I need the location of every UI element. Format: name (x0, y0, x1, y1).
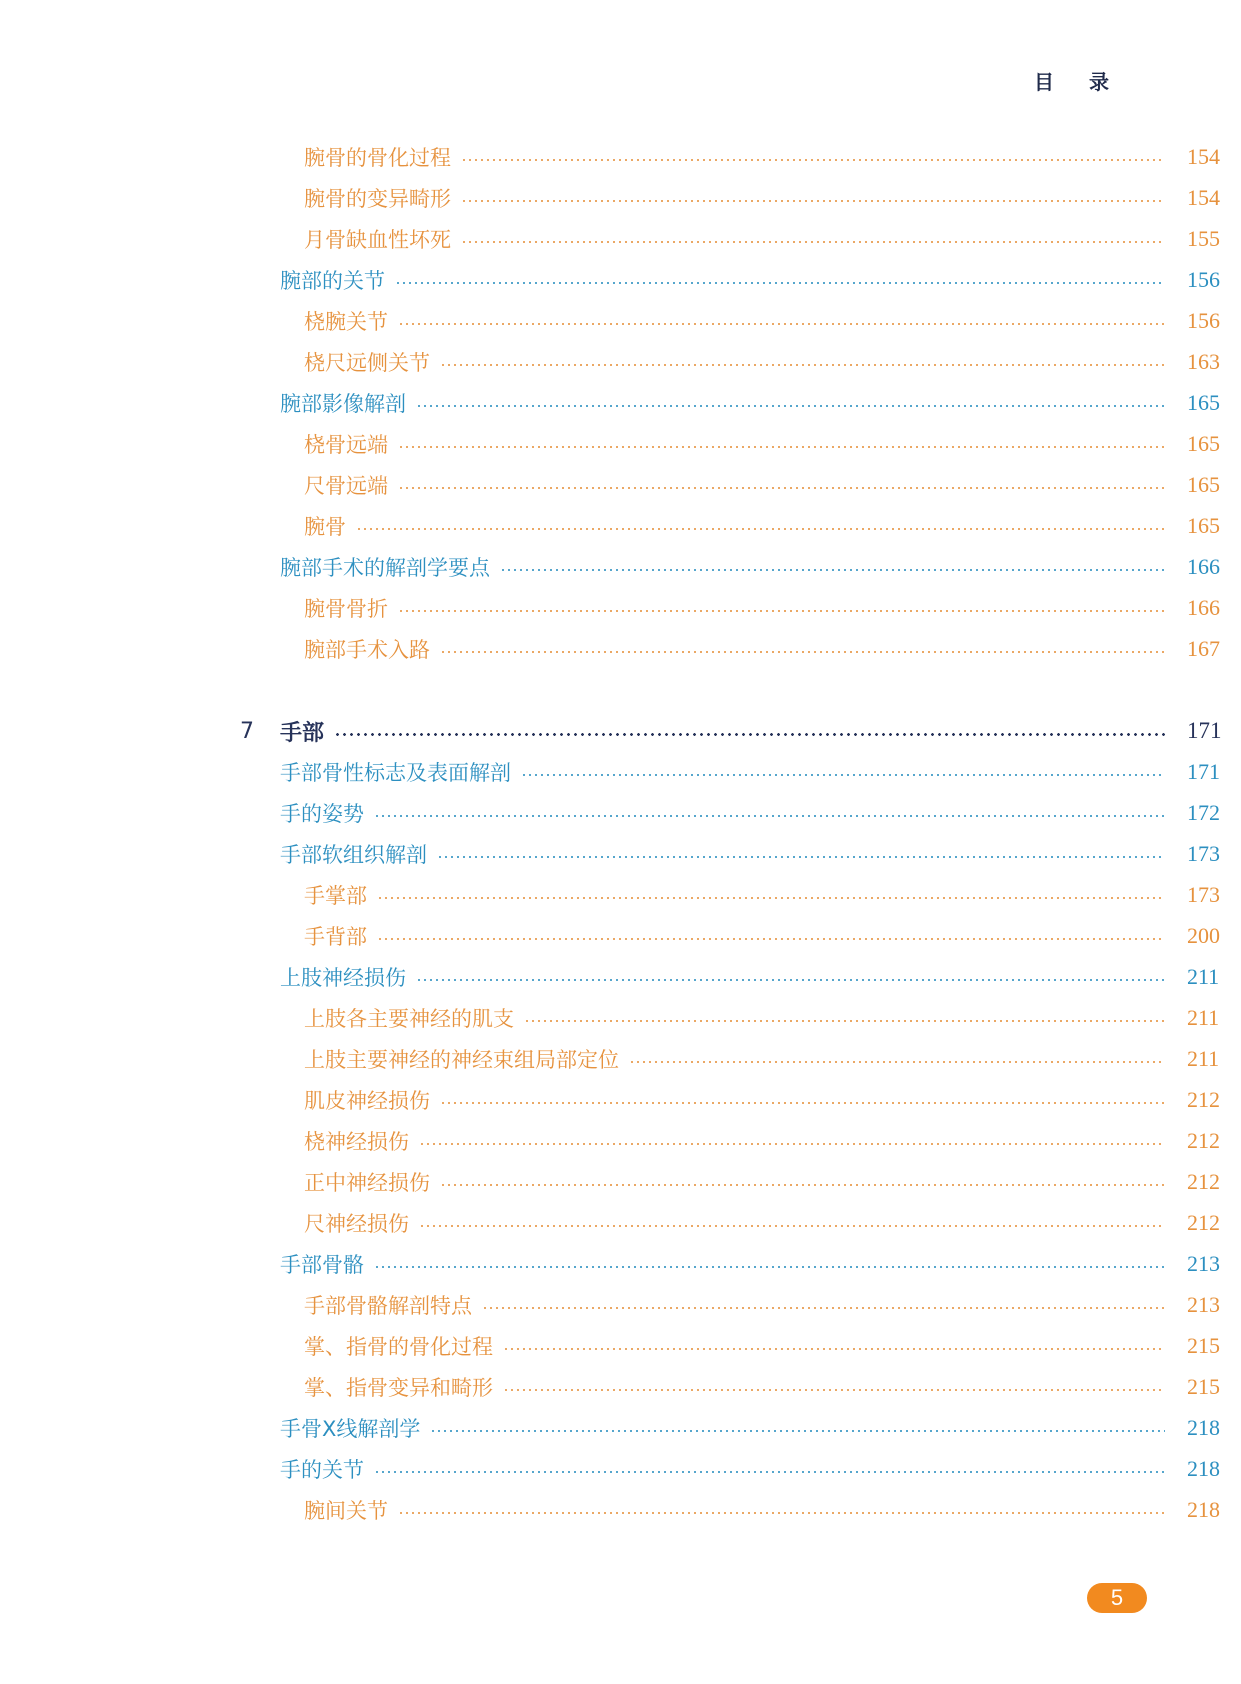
toc-entry-page: 212 (1187, 1087, 1220, 1112)
toc-entry[interactable] (0, 1085, 1241, 1115)
toc-entry-page: 167 (1187, 636, 1220, 661)
leader-dots (377, 897, 1165, 899)
toc-entry-page: 211 (1187, 1046, 1220, 1071)
toc-entry[interactable] (0, 880, 1241, 910)
leader-dots (419, 1225, 1165, 1227)
toc-entry-label: 腕部手术入路 (304, 638, 430, 662)
leader-dots (356, 528, 1165, 530)
toc-entry-page: 212 (1187, 1169, 1220, 1194)
toc-entry-label: 腕部影像解剖 (280, 392, 406, 416)
toc-entry-label: 掌、指骨变异和畸形 (304, 1376, 493, 1400)
toc-entry[interactable] (0, 921, 1241, 951)
leader-dots (461, 241, 1165, 243)
toc-entry-label: 手骨X线解剖学 (280, 1417, 421, 1441)
leader-dots (524, 1020, 1165, 1022)
toc-entry-page: 173 (1187, 882, 1220, 907)
leader-dots (398, 610, 1165, 612)
toc-entry-page: 155 (1187, 226, 1220, 251)
toc-entry-page: 213 (1187, 1251, 1220, 1276)
toc-entry[interactable] (0, 757, 1241, 787)
toc-entry-page: 165 (1187, 513, 1220, 538)
toc-entry[interactable] (0, 1495, 1241, 1525)
toc-entry-label: 正中神经损伤 (304, 1171, 430, 1195)
toc-entry-page: 163 (1187, 349, 1220, 374)
toc-entry[interactable] (0, 224, 1241, 254)
toc-entry[interactable] (0, 798, 1241, 828)
toc-entry[interactable] (0, 306, 1241, 336)
toc-entry[interactable] (0, 593, 1241, 623)
leader-dots (374, 1266, 1165, 1268)
page-number-badge: 5 (1087, 1583, 1147, 1613)
leader-dots (398, 1512, 1165, 1514)
toc-entry[interactable] (0, 470, 1241, 500)
toc-entry-label: 手部骨骼解剖特点 (304, 1294, 472, 1318)
chapter-page: 171 (1187, 718, 1222, 743)
leader-dots (521, 774, 1165, 776)
toc-entry[interactable] (0, 1454, 1241, 1484)
toc-entry-label: 腕间关节 (304, 1499, 388, 1523)
toc-entry-page: 156 (1187, 267, 1220, 292)
toc-entry[interactable] (0, 1126, 1241, 1156)
toc-entry-page: 165 (1187, 390, 1220, 415)
toc-entry-page: 166 (1187, 595, 1220, 620)
toc-entry-label: 上肢主要神经的神经束组局部定位 (304, 1048, 619, 1072)
toc-entry-page: 215 (1187, 1333, 1220, 1358)
leader-dots (398, 323, 1165, 325)
toc-entry-label: 手的姿势 (280, 802, 364, 826)
toc-entry-page: 165 (1187, 472, 1220, 497)
toc-entry-page: 213 (1187, 1292, 1220, 1317)
toc-entry[interactable] (0, 1413, 1241, 1443)
toc-entry[interactable] (0, 388, 1241, 418)
toc-entry-page: 218 (1187, 1415, 1220, 1440)
leader-dots (482, 1307, 1165, 1309)
toc-entry-page: 156 (1187, 308, 1220, 333)
toc-entry-label: 桡尺远侧关节 (304, 351, 430, 375)
toc-entry-label: 腕骨的变异畸形 (304, 187, 451, 211)
toc-entry-label: 肌皮神经损伤 (304, 1089, 430, 1113)
leader-dots (416, 405, 1165, 407)
toc-entry[interactable] (0, 142, 1241, 172)
toc-entry[interactable] (0, 1003, 1241, 1033)
leader-dots (503, 1348, 1165, 1350)
leader-dots (374, 1471, 1165, 1473)
leader-dots (503, 1389, 1165, 1391)
leader-dots (334, 733, 1165, 736)
leader-dots (416, 979, 1165, 981)
toc-entry-page: 154 (1187, 185, 1220, 210)
chapter-number: 7 (240, 718, 254, 744)
toc-entry[interactable] (0, 1044, 1241, 1074)
toc-entry-page: 212 (1187, 1128, 1220, 1153)
toc-entry-label: 手部骨骼 (280, 1253, 364, 1277)
toc-entry-label: 月骨缺血性坏死 (304, 228, 451, 252)
toc-entry-page: 218 (1187, 1456, 1220, 1481)
toc-chapter-heading[interactable] (0, 716, 1241, 746)
toc-entry-page: 211 (1187, 964, 1220, 989)
leader-dots (395, 282, 1165, 284)
toc-entry-label: 尺骨远端 (304, 474, 388, 498)
toc-entry-label: 上肢各主要神经的肌支 (304, 1007, 514, 1031)
toc-entry-page: 154 (1187, 144, 1220, 169)
leader-dots (377, 938, 1165, 940)
toc-entry-page: 172 (1187, 800, 1220, 825)
leader-dots (461, 200, 1165, 202)
toc-entry-page: 215 (1187, 1374, 1220, 1399)
toc-entry-label: 桡腕关节 (304, 310, 388, 334)
toc-entry[interactable] (0, 1372, 1241, 1402)
toc-entry-page: 218 (1187, 1497, 1220, 1522)
toc-entry-label: 手部骨性标志及表面解剖 (280, 761, 511, 785)
leader-dots (398, 487, 1165, 489)
chapter-title: 手部 (280, 720, 325, 746)
leader-dots (629, 1061, 1165, 1063)
leader-dots (440, 1184, 1165, 1186)
toc-entry-label: 桡骨远端 (304, 433, 388, 457)
leader-dots (440, 651, 1165, 653)
toc-entry[interactable] (0, 265, 1241, 295)
toc-entry[interactable] (0, 839, 1241, 869)
toc-entry-label: 掌、指骨的骨化过程 (304, 1335, 493, 1359)
leader-dots (461, 159, 1165, 161)
toc-entry[interactable] (0, 1249, 1241, 1279)
page-header-title: 目 录 (1034, 70, 1123, 94)
toc-entry-label: 手背部 (304, 925, 367, 949)
toc-entry[interactable] (0, 634, 1241, 664)
toc-entry[interactable] (0, 183, 1241, 213)
toc-entry[interactable] (0, 1331, 1241, 1361)
leader-dots (440, 1102, 1165, 1104)
toc-entry-label: 上肢神经损伤 (280, 966, 406, 990)
toc-entry-page: 171 (1187, 759, 1220, 784)
toc-entry-label: 腕骨 (304, 515, 346, 539)
toc-entry-label: 手的关节 (280, 1458, 364, 1482)
toc-entry[interactable] (0, 1290, 1241, 1320)
toc-entry-page: 200 (1187, 923, 1220, 948)
leader-dots (398, 446, 1165, 448)
toc-entry-label: 腕部的关节 (280, 269, 385, 293)
toc-entry-label: 手掌部 (304, 884, 367, 908)
leader-dots (500, 569, 1165, 571)
toc-entry-page: 173 (1187, 841, 1220, 866)
leader-dots (374, 815, 1165, 817)
leader-dots (437, 856, 1165, 858)
toc-entry[interactable] (0, 1167, 1241, 1197)
toc-entry-label: 腕骨的骨化过程 (304, 146, 451, 170)
leader-dots (419, 1143, 1165, 1145)
toc-entry[interactable] (0, 347, 1241, 377)
toc-entry[interactable] (0, 429, 1241, 459)
toc-entry-page: 165 (1187, 431, 1220, 456)
toc-entry-label: 尺神经损伤 (304, 1212, 409, 1236)
toc-entry[interactable] (0, 962, 1241, 992)
toc-entry-page: 166 (1187, 554, 1220, 579)
leader-dots (440, 364, 1165, 366)
toc-entry-label: 手部软组织解剖 (280, 843, 427, 867)
toc-entry-page: 212 (1187, 1210, 1220, 1235)
toc-entry-label: 腕骨骨折 (304, 597, 388, 621)
toc-entry[interactable] (0, 511, 1241, 541)
toc-entry-page: 211 (1187, 1005, 1220, 1030)
toc-entry[interactable] (0, 552, 1241, 582)
toc-entry[interactable] (0, 1208, 1241, 1238)
toc-entry-label: 腕部手术的解剖学要点 (280, 556, 490, 580)
leader-dots (430, 1430, 1165, 1432)
toc-entry-label: 桡神经损伤 (304, 1130, 409, 1154)
